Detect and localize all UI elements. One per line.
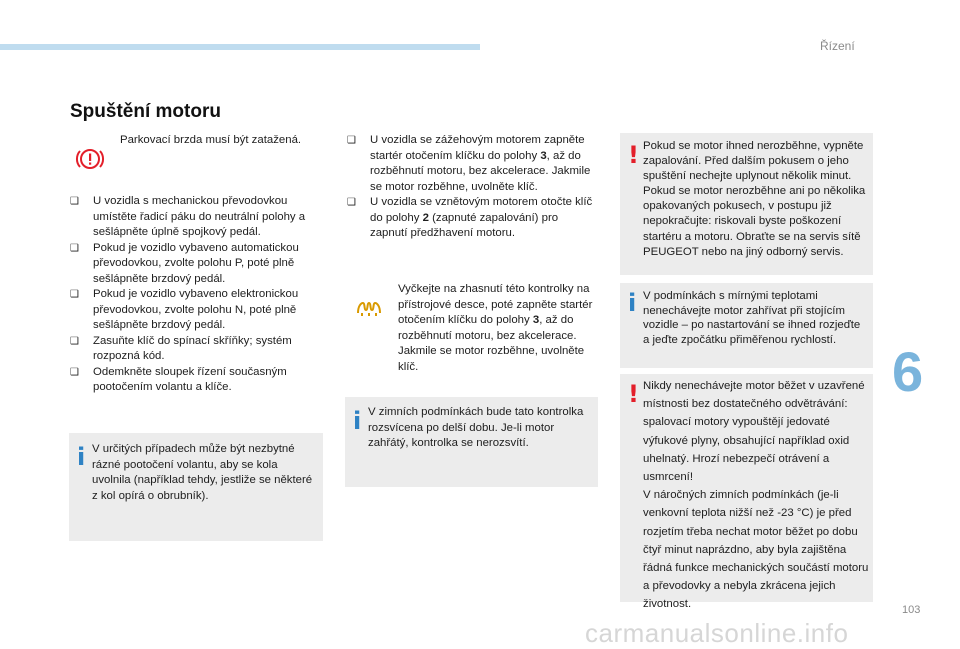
list-item: ❑ U vozidla s mechanickou převodovkou umístěte řadicí páku do neutrální polohy a sešlápněte úplně spojkový pedál.	[70, 195, 306, 238]
list-item: ❑ U vozidla se zážehovým motorem zapněte startér otočením klíčku do polohy 3, až do rozběhnutí motoru, bez akcelerace. Jakmile se motor rozběhne, uvolněte klíč.	[347, 134, 591, 193]
bullet-checkbox-icon: ❑	[70, 335, 79, 347]
bullet-checkbox-icon: ❑	[70, 196, 79, 207]
right-warning-box-1: ! Pokud se motor ihned nerozběhne, vypněte zapalování. Před dalším pokusem o jeho spuštění nechejte uplynout několik minut. Pokud se motor nerozběhne ani po několika opakovaných pokusech, v postupu již nepokračujte: riskovali byste poškození startéru a motoru. Obraťte se na servis sítě PEUGEOT nebo na jiný odborný servis.	[620, 133, 873, 275]
glow-plug-icon	[354, 298, 384, 318]
info-icon: i	[77, 443, 86, 471]
list-item: ❑ Zasuňte klíč do spínací skříňky; systém rozpozná kód.	[70, 334, 292, 362]
left-procedure-list	[70, 194, 320, 396]
glow-plug-note: Vyčkejte na zhasnutí této kontrolky na přístrojové desce, poté zapněte startér otočením klíčku do polohy 3, až do rozběhnutí motoru, bez akcelerace. Jakmile se motor rozběhne, uvolněte klíč.	[398, 283, 593, 373]
page-title: Spuštění motoru	[70, 101, 221, 122]
right-warning-box-2	[620, 374, 873, 611]
parking-brake-note: Parkovací brzda musí být zatažená.	[120, 134, 302, 146]
bullet-checkbox-icon: ❑	[70, 289, 79, 300]
bullet-checkbox-icon: ❑	[70, 366, 79, 378]
bullet-checkbox-icon: ❑	[347, 197, 356, 208]
bullet-checkbox-icon: ❑	[70, 242, 79, 254]
bullet-checkbox-icon: ❑	[347, 135, 356, 146]
warning-exclamation-icon: !	[628, 141, 639, 169]
list-item: ❑ U vozidla se vznětovým motorem otočte klíč do polohy 2 (zapnuté zapalování) pro zapnutí předžhavení motoru.	[347, 196, 593, 239]
warning-paragraph: Nikdy nenechávejte motor běžet v uzavřené místnosti bez dostatečného odvětrávání: spalovací motory vypouštějí jedovaté výfukové plyny, obsahující například oxid uhelnatý. Hrozí nebezpečí otrávení a usmrcení!	[643, 380, 865, 484]
list-item: ❑ Pokud je vozidlo vybaveno automatickou převodovkou, zvolte polohu P, poté plně sešlápněte brzdový pedál.	[70, 241, 299, 285]
mid-procedure-list	[347, 133, 597, 242]
list-item: ❑ Odemkněte sloupek řízení současným pootočením volantu a klíče.	[70, 365, 287, 393]
warning-paragraph: V náročných zimních podmínkách (je-li venkovní teplota nižší než -23 °C) je před rozjetím třeba nechat motor běžet po dobu čtyř minut naprázdno, aby byla zajištěna řádná funkce mechanických součástí motoru a převodovky a nebyla zkrácena jejich životnost.	[643, 489, 869, 611]
mid-info-box: i V zimních podmínkách bude tato kontrolka rozsvícena po delší dobu. Je-li motor zahřátý, kontrolka se nerozsvítí.	[345, 397, 598, 487]
right-info-box: i V podmínkách s mírnými teplotami nenechávejte motor zahřívat při stojícím vozidle – po nastartování se ihned rozjeďte a jeďte zpočátku přiměřenou rychlostí.	[620, 283, 873, 368]
watermark: carmanualsonline.info	[585, 618, 849, 648]
section-title: Řízení	[820, 39, 855, 53]
info-icon: i	[353, 407, 362, 435]
left-info-box: i V určitých případech může být nezbytné rázné pootočení volantu, aby se kola uvolnila (například tehdy, jestliže se některé z kol opírá o obrubník).	[69, 433, 323, 541]
info-icon: i	[628, 289, 637, 317]
top-accent-bar	[0, 44, 480, 50]
page-number: 103	[902, 604, 921, 616]
list-item: ❑ Pokud je vozidlo vybaveno elektronickou převodovkou, zvolte polohu N, poté plně sešlápněte brzdový pedál.	[70, 288, 299, 331]
warning-exclamation-icon: !	[628, 380, 639, 408]
brake-warning-icon	[75, 144, 105, 174]
chapter-number: 6	[892, 340, 924, 403]
